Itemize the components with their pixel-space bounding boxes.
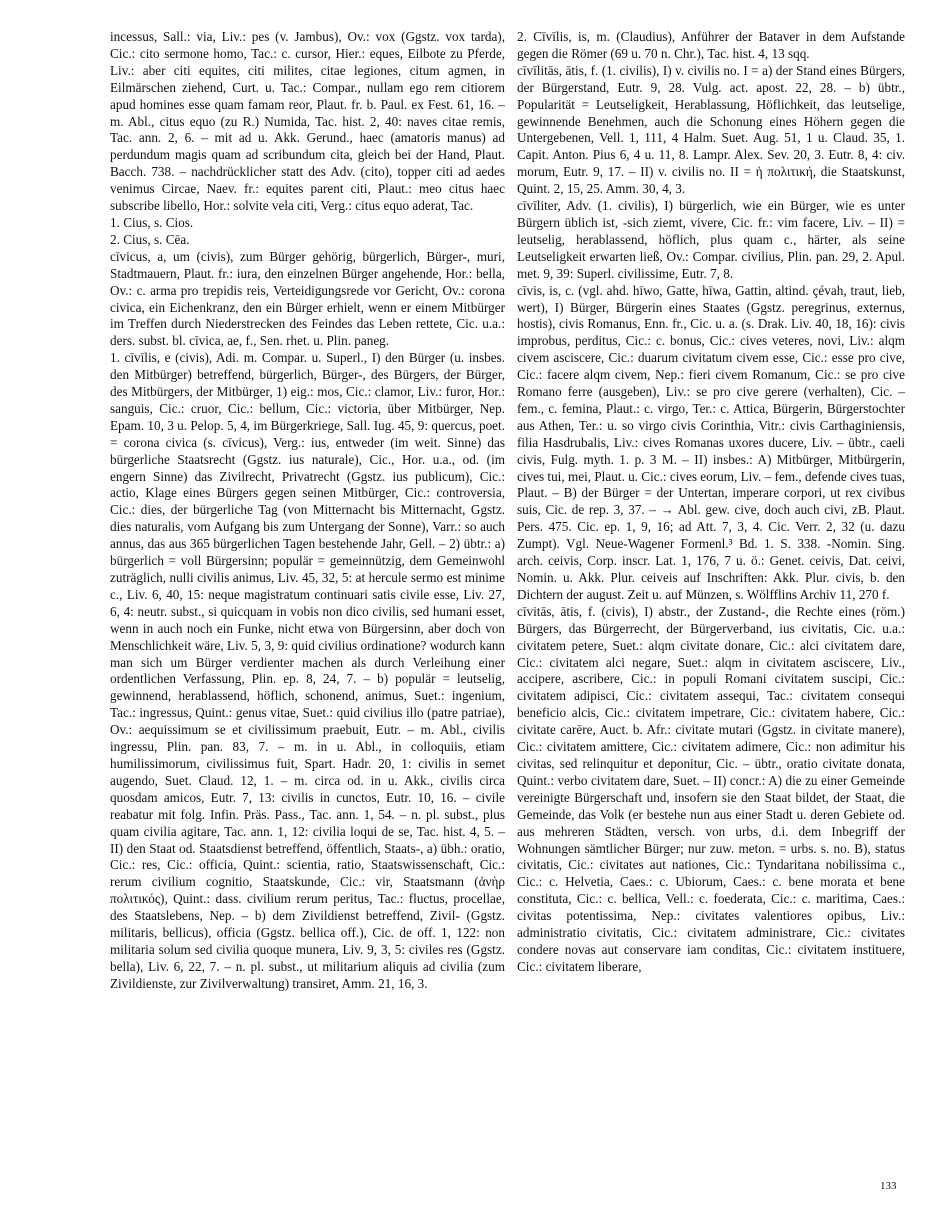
entry-civicus: cīvicus, a, um (civis), zum Bürger gehörig, bürgerlich, Bürger-, muri, Stadtmauern, Plaut. fr.: iura, den einzelnen Bürger angehende, Hor.: bella, Ov.: c. arma pro trepidis reis, Verteidigungsrede vor Gericht, Ov.: corona civica, ein Eichenkranz, den ein Bürger erhielt, wenn er einem Mitbürger im Treffen durch Niederstrecken des Feindes das Leben rettete, Cic. u.a.: ders. subst. bl. cīvica, ae, f., Sen. rhet. u. Plin. paneg. <box>110 248 505 349</box>
entry-civilitas: cīvīlitās, ātis, f. (1. civilis), I) v. civilis no. I = a) der Stand eines Bürgers, der Bürgerstand, Eutr. 9, 28. Vulg. act. apost. 22, 28. – b) übtr., Popularität = Leutseligkeit, Herablassung, Höflichkeit, das leutselige, gewinnende Benehmen, auch die Schonung eines Höhern gegen die Untergebenen, Vell. 1, 111, 4 Halm. Suet. Aug. 51, 1 u. Claud. 35, 1. Capit. Anton. Pius 6, 4 u. 11, 8. Lampr. Alex. Sev. 20, 3. Eutr. 8, 4: civ. morum, Eutr. 9, 17. – II) v. civilis no. II = ἡ πολιτική, die Staatskunst, Quint. 2, 15, 25. Amm. 30, 4, 3. <box>517 62 905 197</box>
entry-civis: cīvis, is, c. (vgl. ahd. hīwo, Gatte, hīwa, Gattin, altind. çévah, traut, lieb, wert), I) Bürger, Bürgerin eines Staates (Ggstz. peregrinus, externus, hostis), civis Romanus, Enn. fr., Cic. u. a. (s. Drak. Liv. 40, 18, 16): civis improbus, perditus, Cic.: c. bonus, Cic.: cives veteres, novi, Liv.: alqm civem asciscere, Cic.: duarum civitatum civem esse, Cic.: esse pro cive, Cic.: facere alqm civem, Nep.: fieri civem Romanum, Cic.: se pro cive Romano ferre (ausgeben), Liv.: se pro cive gerere (verhalten), Cic. – fem., c. femina, Plaut.: c. virgo, Ter.: c. Attica, Bürgerin, Bürgerstochter aus Athen, Ter.: u. so virgo civis Corinthia, Vitr.: civis Carthaginiensis, filia Hasdrubalis, Liv.: cives Romanas uxores ducere, Liv. – übtr., caeli civis, Fulg. myth. 1. p. 3 M. – II) insbes.: A) Mitbürger, Mitbürgerin, cives tui, mei, Plaut. u. Cic.: cives eorum, Liv. – fem., defende cives tuas, Plaut. – B) der Bürger = der Untertan, imperare corpori, ut rex civibus suis, Cic. de rep. 3, 37. – → Abl. gew. cive, doch auch civi, zB. Plaut. Pers. 475. Cic. ep. 1, 9, 16; ad Att. 7, 3, 4. Cic. Verr. 2, 32 (u. dazu Zumpt). Vgl. Neue-Wagener Formenl.³ Bd. 1. S. 338. -Nomin. Sing. arch. ceivis, Corp. inscr. Lat. 1, 176, 7 u. ö.: Genet. ceivis, Dat. ceivi, Nomin. u. Akk. Plur. ceiveis auf Inschriften: Akk. Plur. civis, b. den Dichtern der august. Zeit u. auf Münzen, s. Wölfflins Archiv 11, 270 f. <box>517 282 905 602</box>
entry-civiliter: cīvīliter, Adv. (1. civilis), I) bürgerlich, wie ein Bürger, wie es unter Bürgern üblich ist, -sich ziemt, vivere, Cic. fr.: vim facere, Liv. – II) = leutselig, herablassend, höflich, plus quam c., härter, als seine Leutseligkeit erwarten ließ, Ov.: Compar. civilius, Plin. pan. 29, 2. Apul. met. 9, 39: Superl. civilissime, Eutr. 7, 8. <box>517 198 905 281</box>
entry-civitas: cīvitās, ātis, f. (civis), I) abstr., der Zustand-, die Rechte eines (röm.) Bürgers, das Bürgerrecht, der Bürgerverband, ius civitatis, Cic. u.a.: civitatem petere, Suet.: alqm civitate donare, Cic.: alci civitatem dare, Cic.: civitatem alci negare, Suet.: alqm in civitatem asciscere, Liv., accipere, ascribere, Cic.: in populi Romani civitatem suscipi, Cic.: civitatem adipisci, Cic.: civitatem assequi, Tac.: civitatem consequi beneficio alcis, Cic.: civitatem impetrare, Cic.: civitatem habere, Cic.: civitate carēre, Auct. b. Afr.: civitate mutari (Ggstz. in civitate manere), Cic.: civitatem amittere, Cic.: civitatem adimere, Cic.: non adimitur his civitas, sed relinquitur et deponitur, Cic. – übtr., oratio civitate donata, Quint.: verbo civitatem dare, Suet. – II) concr.: A) die zu einer Gemeinde vereinigte Bürgerschaft und, insofern sie den Staat bildet, der Staat, die Gemeinde, das Volk (er bestehe nun aus einer Stadt u. deren Gebiete od. aus mehreren Städten, versch. von urbs, d.i. dem Inbegriff der Wohnungen sämtlicher Bürger; nur zuw. meton. = urbs. s. no. B), status civitatis, Cic.: civitates aut nationes, Cic.: Tyndaritana nobilissima c., Cic.: c. Helvetia, Caes.: c. Ubiorum, Caes.: c. bene morata et bene constituta, Cic.: c. bellica, Vell.: c. foederata, Cic.: c. maritima, Caes.: civitas potentissima, Nep.: civitates valentiores opibus, Liv.: administratio civitatis, Cic.: civitatem administrare, Cic.: civitates condere novas aut conservare iam conditas, Cic.: civitatem instituere, Cic.: civitatem liberare, <box>517 603 905 974</box>
right-column <box>517 29 905 976</box>
entry-civilis-2: 2. Cīvīlis, is, m. (Claudius), Anführer der Bataver in dem Aufstande gegen die Römer (69 u. 70 n. Chr.), Tac. hist. 4, 13 sqq. <box>517 29 905 61</box>
entry-cius-2: 2. Cius, s. Cēa. <box>110 231 190 247</box>
left-column <box>110 29 505 993</box>
entry-civilis-1: 1. cīvīlis, e (civis), Adi. m. Compar. u. Superl., I) den Bürger (u. insbes. den Mitbürger) betreffend, bürgerlich, Bürger-, des Bürgers, der Bürger, des Mitbürgers, der Mitbürger, 1) eig.: mos, Cic.: clamor, Liv.: furor, Hor.: sanguis, Cic.: cruor, Cic.: bellum, Cic.: victoria, über Mitbürger, Nep. Epam. 10, 3 u. Pelop. 5, 4, im Bürgerkriege, Sall. Iug. 45, 9: quercus, poet. = corona civica (s. cīvicus), Verg.: ius, entweder (im weit. Sinne) das bürgerliche Staatsrecht (Ggstz. ius naturale), Cic., Hor. u.a., od. (im engern Sinne) das Zivilrecht, Privatrecht (Ggstz. ius publicum), Cic.: actio, Klage eines Bürgers gegen seinen Mitbürger, Cic.: controversia, Cic.: dies, der bürgerliche Tag (von Mitternacht bis Mitternacht, Ggstz. dies naturalis, vom Aufgang bis zum Untergang der Sonne), Varr.: so auch annus, das aus 365 bürgerlichen Tagen bestehende Jahr, Gell. – 2) übtr.: a) bürgerlich = voll Bürgersinn; populär = gemeinnützig, dem Gemeinwohl zuträglich, nulli civilis animus, Liv. 45, 32, 5: at hercule sermo est minime c., Liv. 6, 40, 15: neque magistratum continuari satis civile esse, Liv. 27, 6, 4: neutr. subst., si quicquam in vobis non dico civilis, sed humani esset, wenn in auch noch ein Funke, nicht etwa von Bürgersinn, aber doch von Menschlichkeit wäre, Liv. 5, 3, 9: quid civilius ordinatione? wodurch kann man sich um Bürger verdienter machen als durch Verleihung einer ordentlichen Verfassung, Plin. ep. 8, 24, 7. – b) populär = leutselig, gewinnend, herablassend, höflich, schonend, animus, Suet.: ingenium, Tac.: ingressus, Quint.: genus vitae, Suet.: quid civilius illo (patre patriae), Ov.: aequissimum se et civilissimum praebuit, Eutr. – m. Abl., civilis ingressu, Plin. pan. 83, 7. – m. in u. Abl., in colloquiis, etiam humilissimorum, civilissimus fuit, Spart. Hadr. 20, 1: civilis in semet augendo, Suet. Claud. 12, 1. – m. circa od. in u. Akk., civilis circa quosdam amicos, Eutr. 7, 13: civilis in cunctos, Eutr. 10, 16. – civile reabatur mit folg. Infin. Präs. Pass., Tac. ann. 1, 54. – n. pl. subst., plus quam civilia agitare, Tac. ann. 1, 12: civilia loqui de se, Tac. hist. 4, 5. – II) den Staat od. Staatsdienst betreffend, öffentlich, Staats-, a) übh.: oratio, Cic.: res, Cic.: officia, Quint.: scientia, ratio, Staatswissenschaft, Cic.: rerum civilium cognitio, Staatskunde, Cic.: vir, Staatsmann (ἀνὴρ πολιτικός), Quint.: dass. civilium rerum peritus, Tac.: fluctus, procellae, des Staatslebens, Nep. – b) dem Zivildienst betreffend, Zivil- (Ggstz. militaris, bellicus), officia (Ggstz. bellica off.), Cic. de off. 1, 122: non militaria solum sed civilia quoque munera, Liv. 9, 3, 5: civiles res (Ggstz. bella), Liv. 6, 22, 7. – n. pl. subst., ut militarium aliquis ad civilia (zum Zivildienste, zur Zivilverwaltung) transiret, Amm. 21, 16, 3. <box>110 350 505 991</box>
entry-cius-1: 1. Cius, s. Cios. <box>110 214 194 230</box>
page-number: 133 <box>880 1180 897 1192</box>
entry-citus-continued: incessus, Sall.: via, Liv.: pes (v. Jambus), Ov.: vox (Ggstz. vox tarda), Cic.: cito sermone homo, Tac.: c. cursor, Hier.: eques, Eilbote zu Pferde, Liv.: aber citi equites, citi milites, citae legiones, citum agmen, in Eilmärschen ziehend, Curt. u. Tac.: Compar., nullam ego rem citiorem apud homines esse quam famam reor, Plaut. fr. b. Paul. ex Fest. 61, 16. – m. Abl., citus equo (zu R.) Numida, Tac. hist. 2, 40: naves citae remis, Tac. ann. 2, 6. – mit ad u. Akk. Gerund., haec (amatoris manus) ad perdundum magis quam ad scribundum cita, gleich bei der Hand, Plaut. Bacch. 738. – nachdrücklicher statt des Adv. (cito), topper citi ad aedes venimus Circae, Naev. fr.: equites parent citi, Plaut.: meo citus haec subscribe libello, Hor.: solvite vela citi, Verg.: citus equo aderat, Tac. <box>110 29 505 214</box>
